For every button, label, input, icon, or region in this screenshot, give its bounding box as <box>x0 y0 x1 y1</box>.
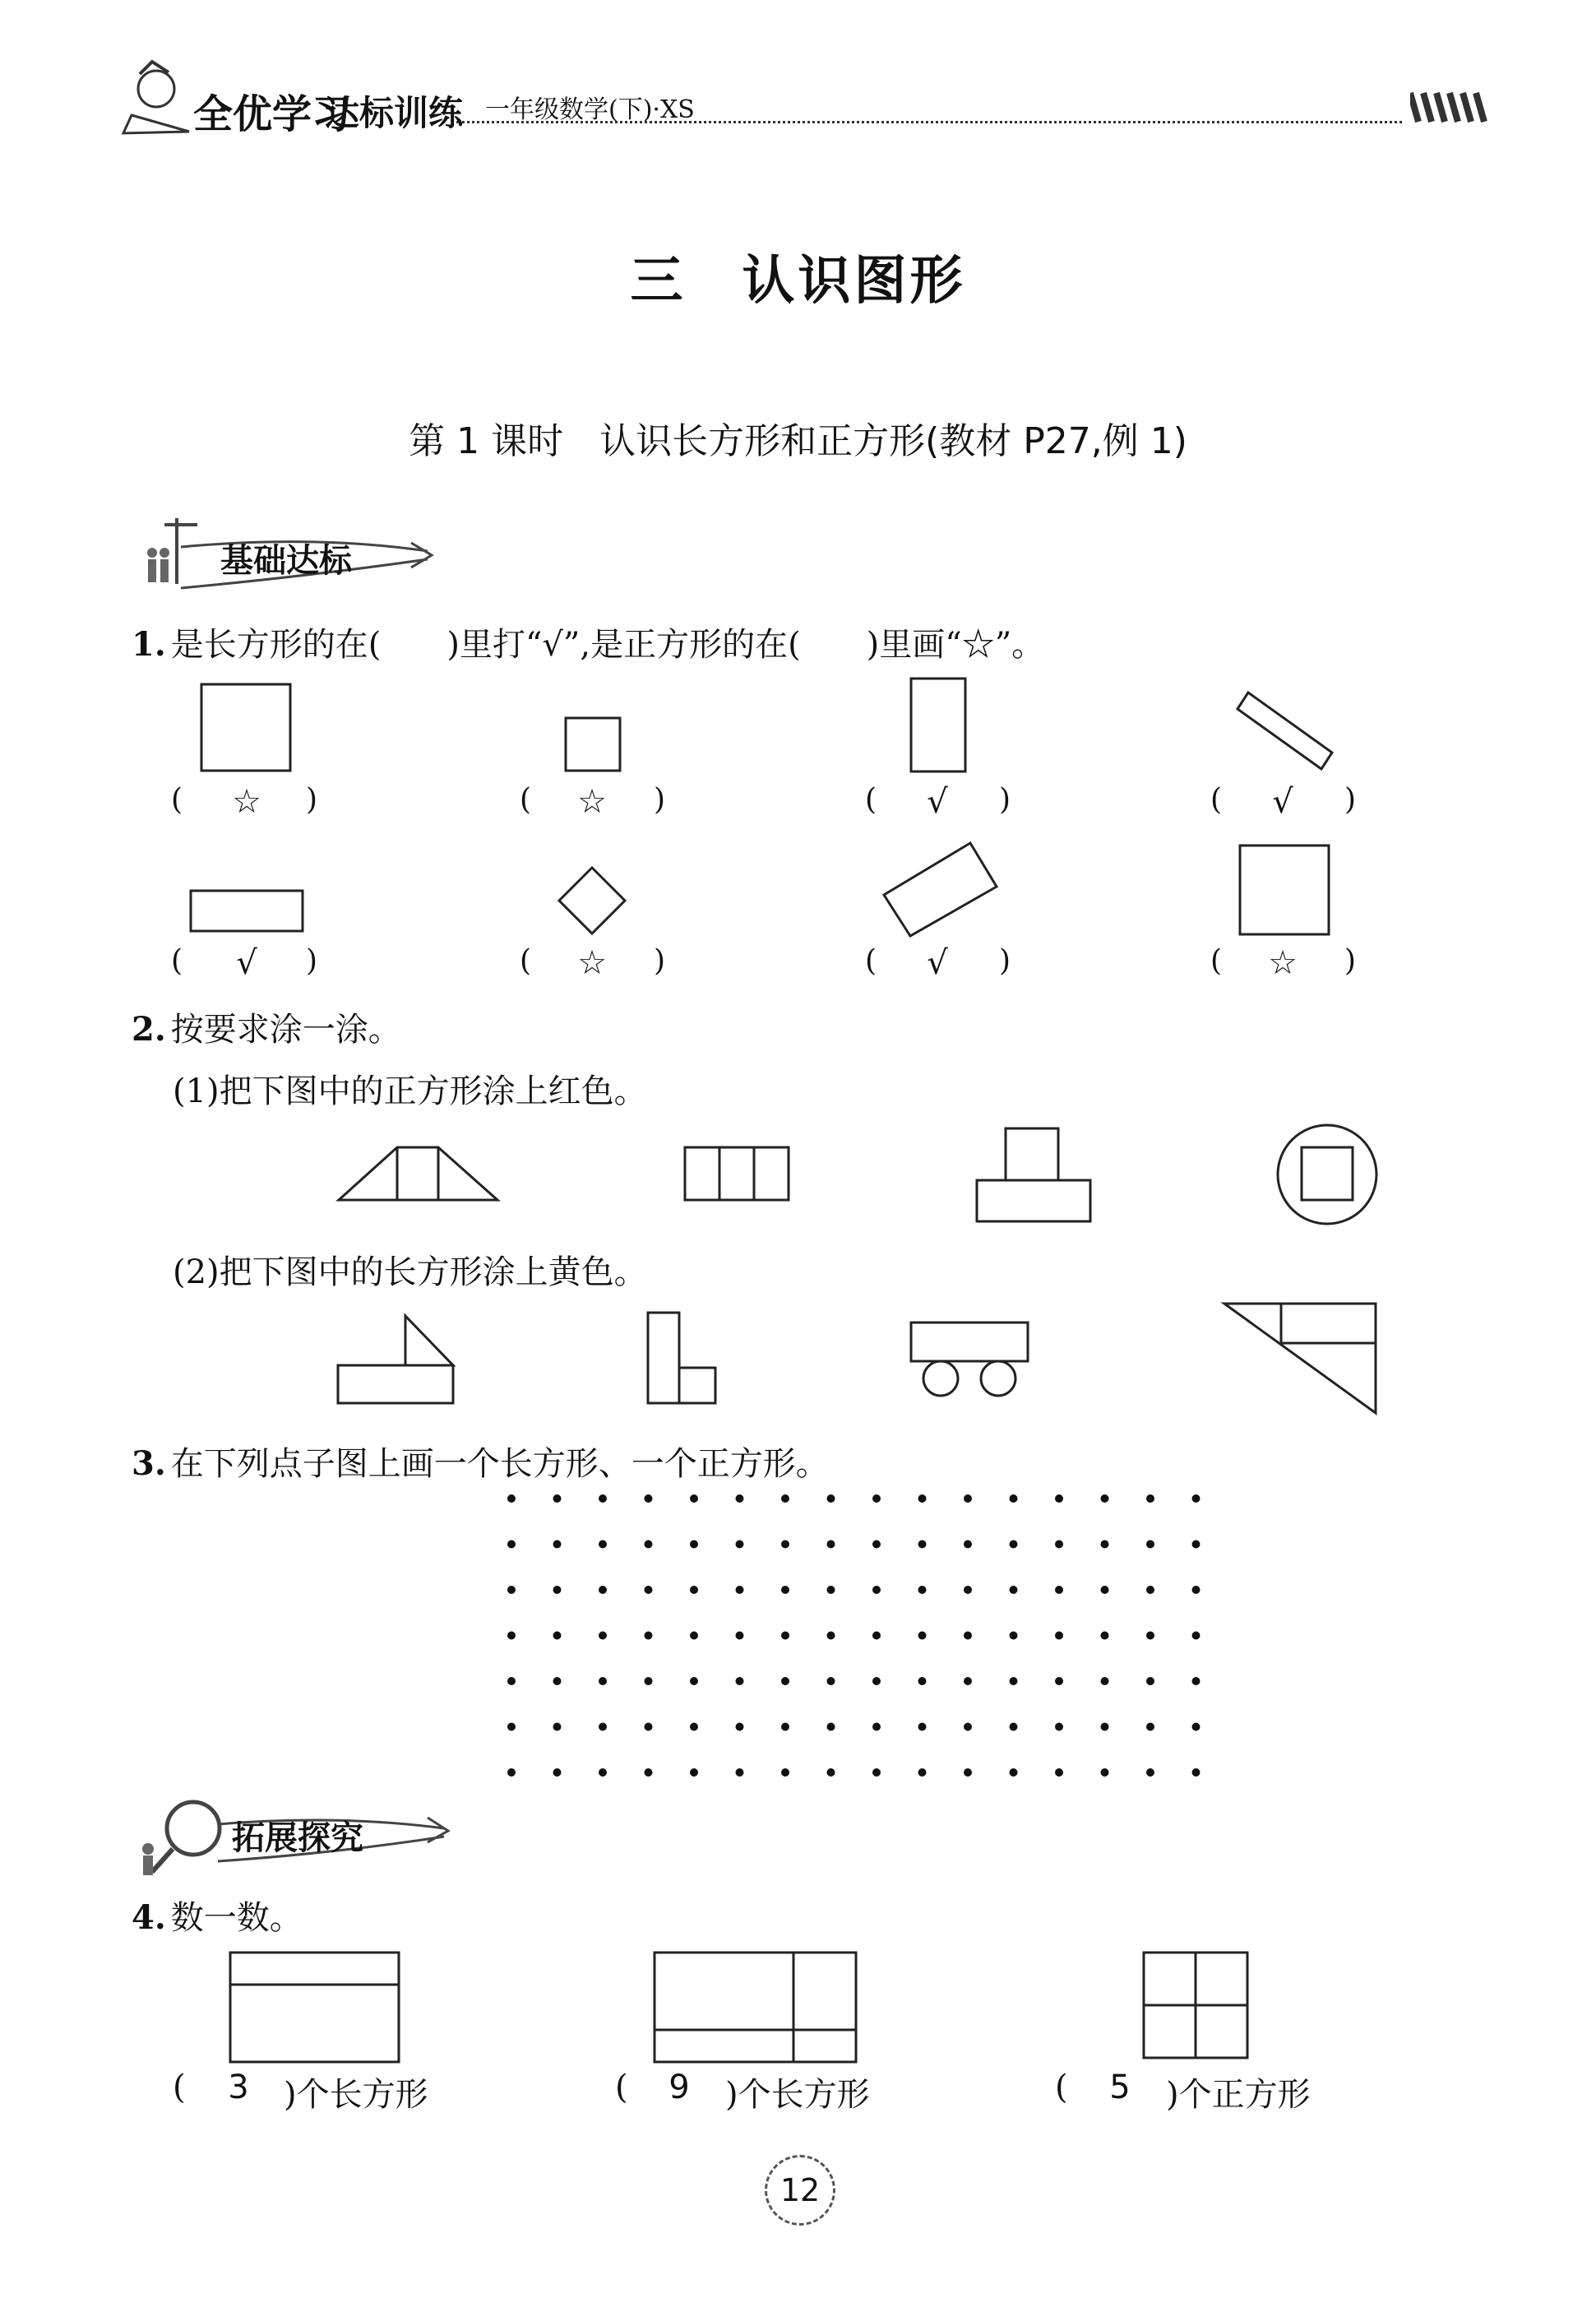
q2-small-square <box>679 1368 715 1403</box>
grid-dot <box>599 1677 607 1685</box>
grid-dot <box>1055 1768 1063 1777</box>
grid-dot <box>918 1540 927 1549</box>
grid-dot <box>964 1494 972 1503</box>
q2-trapezoid <box>339 1147 497 1200</box>
grid-dot <box>1146 1768 1154 1777</box>
grid-dot <box>690 1540 698 1549</box>
q1-answer-6: ☆ <box>577 944 607 982</box>
grid-dot <box>1010 1723 1018 1731</box>
grid-dot <box>1101 1494 1109 1503</box>
grid-dot <box>645 1494 653 1503</box>
grid-dot <box>736 1586 744 1594</box>
grid-dot <box>1192 1540 1200 1549</box>
grid-dot <box>1146 1723 1154 1731</box>
q2-rect-base <box>338 1365 453 1403</box>
grid-dot <box>827 1632 835 1640</box>
q2-inner-rect <box>1281 1304 1376 1343</box>
grid-dot <box>553 1768 562 1777</box>
grid-dot <box>507 1540 516 1549</box>
grid-dot <box>1055 1677 1063 1685</box>
grid-dot <box>872 1632 881 1640</box>
grid-dot <box>553 1723 562 1731</box>
q1-shape-rect-1 <box>911 679 965 771</box>
q4-answer-2: 9 <box>668 2069 690 2106</box>
grid-dot <box>964 1723 972 1731</box>
grid-dot <box>599 1494 607 1503</box>
grid-dot <box>781 1677 789 1685</box>
grid-dot <box>599 1540 607 1549</box>
section-basic-label: 基础达标 <box>220 542 352 580</box>
grid-dot <box>1101 1540 1109 1549</box>
q2-circle <box>1278 1125 1376 1224</box>
grid-dot <box>1055 1723 1063 1731</box>
grid-dot <box>827 1723 835 1731</box>
grid-dot <box>507 1723 516 1731</box>
grid-dot <box>553 1540 562 1549</box>
grid-dot <box>827 1540 835 1549</box>
question-2 <box>132 1003 401 1050</box>
grid-dot <box>964 1768 972 1777</box>
q1-answer-5: √ <box>236 944 257 982</box>
book-name: 一年级数学(下)·XS <box>485 95 695 124</box>
q4-suffix-1: )个长方形 <box>284 2076 428 2114</box>
q1-shape-rect-4 <box>884 843 997 936</box>
grid-dot <box>507 1677 516 1685</box>
question-text: 是长方形的在( )里打“√”,是正方形的在( )里画“☆”。 <box>170 626 1045 664</box>
grid-dot <box>1146 1494 1154 1503</box>
grid-dot <box>1192 1494 1200 1503</box>
q2-wheel-right <box>981 1361 1015 1396</box>
q1-shape-rect-2 <box>1237 693 1332 769</box>
grid-dot <box>736 1494 744 1503</box>
grid-dot <box>690 1632 698 1640</box>
q1-shape-square-2 <box>566 718 620 771</box>
grid-dot <box>1101 1586 1109 1594</box>
q1-answer-4: √ <box>1272 783 1293 821</box>
q1-shape-rect-3 <box>191 891 303 931</box>
lesson-title: 第 1 课时 认识长方形和正方形(教材 P27,例 1) <box>409 420 1187 462</box>
page-number: 12 <box>765 2155 835 2226</box>
grid-dot <box>918 1586 927 1594</box>
grid-dot <box>918 1677 927 1685</box>
q2-triangle <box>405 1316 453 1365</box>
grid-dot <box>507 1768 516 1777</box>
q2-cart-body <box>911 1323 1028 1361</box>
grid-dot <box>872 1677 881 1685</box>
q1-answer-3: √ <box>927 783 948 821</box>
grid-dot <box>872 1723 881 1731</box>
grid-dot <box>918 1723 927 1731</box>
q4-suffix-2: )个长方形 <box>725 2076 870 2114</box>
grid-dot <box>781 1586 789 1594</box>
grid-dot <box>507 1632 516 1640</box>
grid-dot <box>1192 1586 1200 1594</box>
q2-inner-square <box>1302 1147 1353 1200</box>
grid-dot <box>553 1632 562 1640</box>
grid-dot <box>599 1723 607 1731</box>
grid-dot <box>964 1677 972 1685</box>
chapter-title: 三 认识图形 <box>630 251 966 312</box>
q2-wheel-left <box>923 1361 958 1396</box>
dot-grid <box>507 1494 1200 1777</box>
grid-dot <box>781 1632 789 1640</box>
q2-big-triangle <box>1224 1304 1376 1413</box>
grid-dot <box>964 1632 972 1640</box>
grid-dot <box>553 1494 562 1503</box>
question-4 <box>132 1892 303 1939</box>
grid-dot <box>827 1677 835 1685</box>
grid-dot <box>872 1768 881 1777</box>
grid-dot <box>918 1494 927 1503</box>
q1-answer-1: ☆ <box>232 783 261 821</box>
grid-dot <box>781 1723 789 1731</box>
grid-dot <box>736 1677 744 1685</box>
q2-top-square <box>1006 1128 1058 1180</box>
grid-dot <box>781 1540 789 1549</box>
grid-dot <box>553 1677 562 1685</box>
q4-answer-1: 3 <box>228 2069 249 2106</box>
grid-dot <box>1010 1632 1018 1640</box>
grid-dot <box>781 1768 789 1777</box>
brand-name: 全优学习 <box>193 91 352 137</box>
grid-dot <box>690 1677 698 1685</box>
grid-dot <box>507 1586 516 1594</box>
q4-figure-2 <box>655 1953 856 2062</box>
section-extend-label: 拓展探究 <box>232 1819 363 1857</box>
grid-dot <box>1192 1723 1200 1731</box>
grid-dot <box>1146 1586 1154 1594</box>
grid-dot <box>1146 1677 1154 1685</box>
q1-answer-8: ☆ <box>1268 944 1298 982</box>
grid-dot <box>964 1586 972 1594</box>
grid-dot <box>1010 1586 1018 1594</box>
question-3 <box>132 1438 829 1485</box>
grid-dot <box>553 1586 562 1594</box>
grid-dot <box>736 1768 744 1777</box>
grid-dot <box>599 1586 607 1594</box>
grid-dot <box>872 1586 881 1594</box>
grid-dot <box>827 1768 835 1777</box>
grid-dot <box>599 1768 607 1777</box>
question-number: 1. <box>132 625 166 664</box>
grid-dot <box>827 1494 835 1503</box>
grid-dot <box>964 1540 972 1549</box>
grid-dot <box>690 1494 698 1503</box>
grid-dot <box>872 1540 881 1549</box>
grid-dot <box>1192 1768 1200 1777</box>
grid-dot <box>1146 1632 1154 1640</box>
grid-dot <box>690 1768 698 1777</box>
grid-dot <box>1010 1677 1018 1685</box>
grid-dot <box>1010 1494 1018 1503</box>
grid-dot <box>918 1768 927 1777</box>
grid-dot <box>736 1632 744 1640</box>
grid-dot <box>645 1768 653 1777</box>
grid-dot <box>1192 1677 1200 1685</box>
q1-shape-square-3 <box>559 868 625 933</box>
question-text: 在下列点子图上画一个长方形、一个正方形。 <box>170 1445 829 1483</box>
grid-dot <box>507 1494 516 1503</box>
grid-dot <box>736 1540 744 1549</box>
question-text: 数一数。 <box>170 1899 303 1937</box>
grid-dot <box>1055 1540 1063 1549</box>
grid-dot <box>1055 1494 1063 1503</box>
grid-dot <box>645 1677 653 1685</box>
grid-dot <box>827 1586 835 1594</box>
grid-dot <box>1101 1723 1109 1731</box>
q1-shape-square-4 <box>1240 845 1329 934</box>
q2-tall-rect <box>648 1313 679 1403</box>
grid-dot <box>1055 1586 1063 1594</box>
q1-answer-2: ☆ <box>577 783 607 821</box>
q2-three-rects <box>685 1147 789 1200</box>
series-name: 达标训练 <box>325 93 464 133</box>
grid-dot <box>645 1540 653 1549</box>
grid-dot <box>599 1632 607 1640</box>
question-2-sub1: (1)把下图中的正方形涂上红色。 <box>173 1072 647 1110</box>
grid-dot <box>1010 1540 1018 1549</box>
question-text: 按要求涂一涂。 <box>170 1011 401 1049</box>
grid-dot <box>1192 1632 1200 1640</box>
q1-answer-7: √ <box>927 944 948 982</box>
question-number: 3. <box>132 1444 166 1483</box>
grid-dot <box>645 1632 653 1640</box>
question-number: 2. <box>132 1010 166 1049</box>
question-number: 4. <box>132 1898 166 1937</box>
grid-dot <box>645 1723 653 1731</box>
q2-base-rect <box>977 1180 1090 1221</box>
grid-dot <box>736 1723 744 1731</box>
grid-dot <box>690 1586 698 1594</box>
question-2-sub2: (2)把下图中的长方形涂上黄色。 <box>173 1253 647 1291</box>
q4-answer-3: 5 <box>1109 2069 1131 2106</box>
grid-dot <box>781 1494 789 1503</box>
q1-shape-square-1 <box>201 684 290 771</box>
grid-dot <box>1101 1677 1109 1685</box>
grid-dot <box>1101 1768 1109 1777</box>
q4-figure-1 <box>230 1953 399 2062</box>
grid-dot <box>1055 1632 1063 1640</box>
grid-dot <box>872 1494 881 1503</box>
q4-suffix-3: )个正方形 <box>1166 2076 1311 2114</box>
grid-dot <box>645 1586 653 1594</box>
grid-dot <box>1146 1540 1154 1549</box>
grid-dot <box>1010 1768 1018 1777</box>
grid-dot <box>690 1723 698 1731</box>
grid-dot <box>1101 1632 1109 1640</box>
grid-dot <box>918 1632 927 1640</box>
